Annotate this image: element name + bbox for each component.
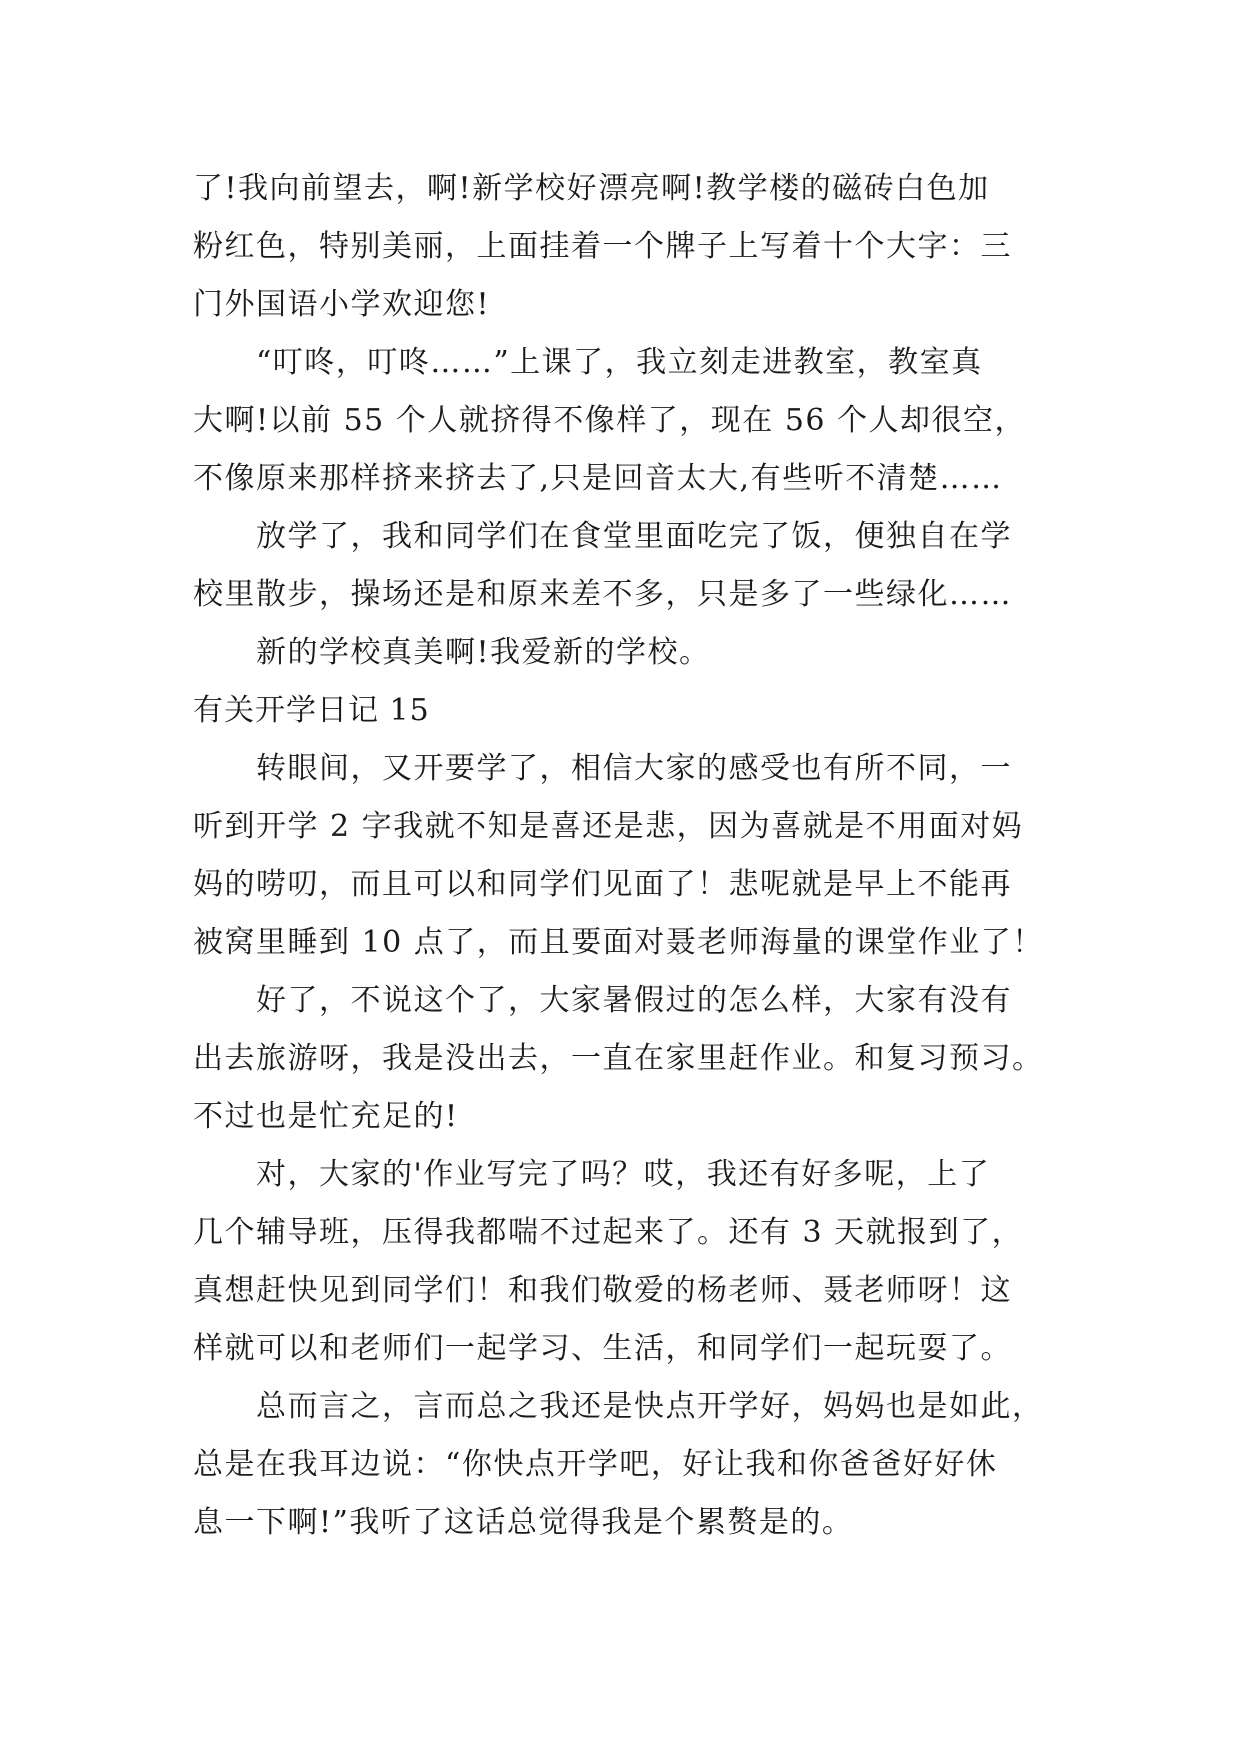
text-line: 了!我向前望去，啊!新学校好漂亮啊!教学楼的磁砖白色加: [193, 171, 990, 206]
text-line: 被窝里睡到 10 点了，而且要面对聂老师海量的课堂作业了！: [193, 925, 1044, 960]
text-line: 几个辅导班，压得我都喘不过起来了。还有 3 天就报到了，: [193, 1215, 1024, 1250]
text-line: 样就可以和老师们一起学习、生活，和同学们一起玩耍了。: [193, 1331, 1012, 1366]
text-line: 校里散步，操场还是和原来差不多，只是多了一些绿化……: [193, 577, 1012, 612]
document-body: [193, 160, 1053, 1552]
text-line: 放学了，我和同学们在食堂里面吃完了饭，便独自在学: [256, 519, 1012, 554]
text-line: 总是在我耳边说：“你快点开学吧，好让我和你爸爸好好休: [193, 1447, 998, 1482]
text-line: 大啊!以前 55 个人就挤得不像样了，现在 56 个人却很空，: [193, 403, 1027, 438]
text-line: 粉红色，特别美丽，上面挂着一个牌子上写着十个大字：三: [193, 229, 1012, 264]
text-line: 妈的唠叨，而且可以和同学们见面了！悲呢就是早上不能再: [193, 867, 1012, 902]
text-line: 息一下啊!”我听了这话总觉得我是个累赘是的。: [193, 1505, 854, 1540]
text-line: 总而言之，言而总之我还是快点开学好，妈妈也是如此，: [256, 1389, 1044, 1424]
text-line: 真想赶快见到同学们！和我们敬爱的杨老师、聂老师呀！这: [193, 1273, 1012, 1308]
section-heading: 有关开学日记 15: [193, 693, 430, 728]
text-line: 对，大家的'作业写完了吗？哎，我还有好多呢，上了: [256, 1157, 991, 1192]
text-line: 新的学校真美啊!我爱新的学校。: [256, 635, 711, 670]
text-line: 好了，不说这个了，大家暑假过的怎么样，大家有没有: [256, 983, 1012, 1018]
text-line: 听到开学 2 字我就不知是喜还是悲，因为喜就是不用面对妈: [193, 809, 1024, 844]
text-line: 转眼间，又开要学了，相信大家的感受也有所不同，一: [256, 751, 1012, 786]
text-line: “叮咚，叮咚……”上课了，我立刻走进教室，教室真: [256, 345, 983, 380]
text-line: 出去旅游呀，我是没出去，一直在家里赶作业。和复习预习。: [193, 1041, 1044, 1076]
text-line: 不过也是忙充足的!: [193, 1099, 459, 1134]
text-line: 不像原来那样挤来挤去了,只是回音太大,有些听不清楚……: [193, 461, 1003, 496]
text-line: 门外国语小学欢迎您!: [193, 287, 491, 322]
